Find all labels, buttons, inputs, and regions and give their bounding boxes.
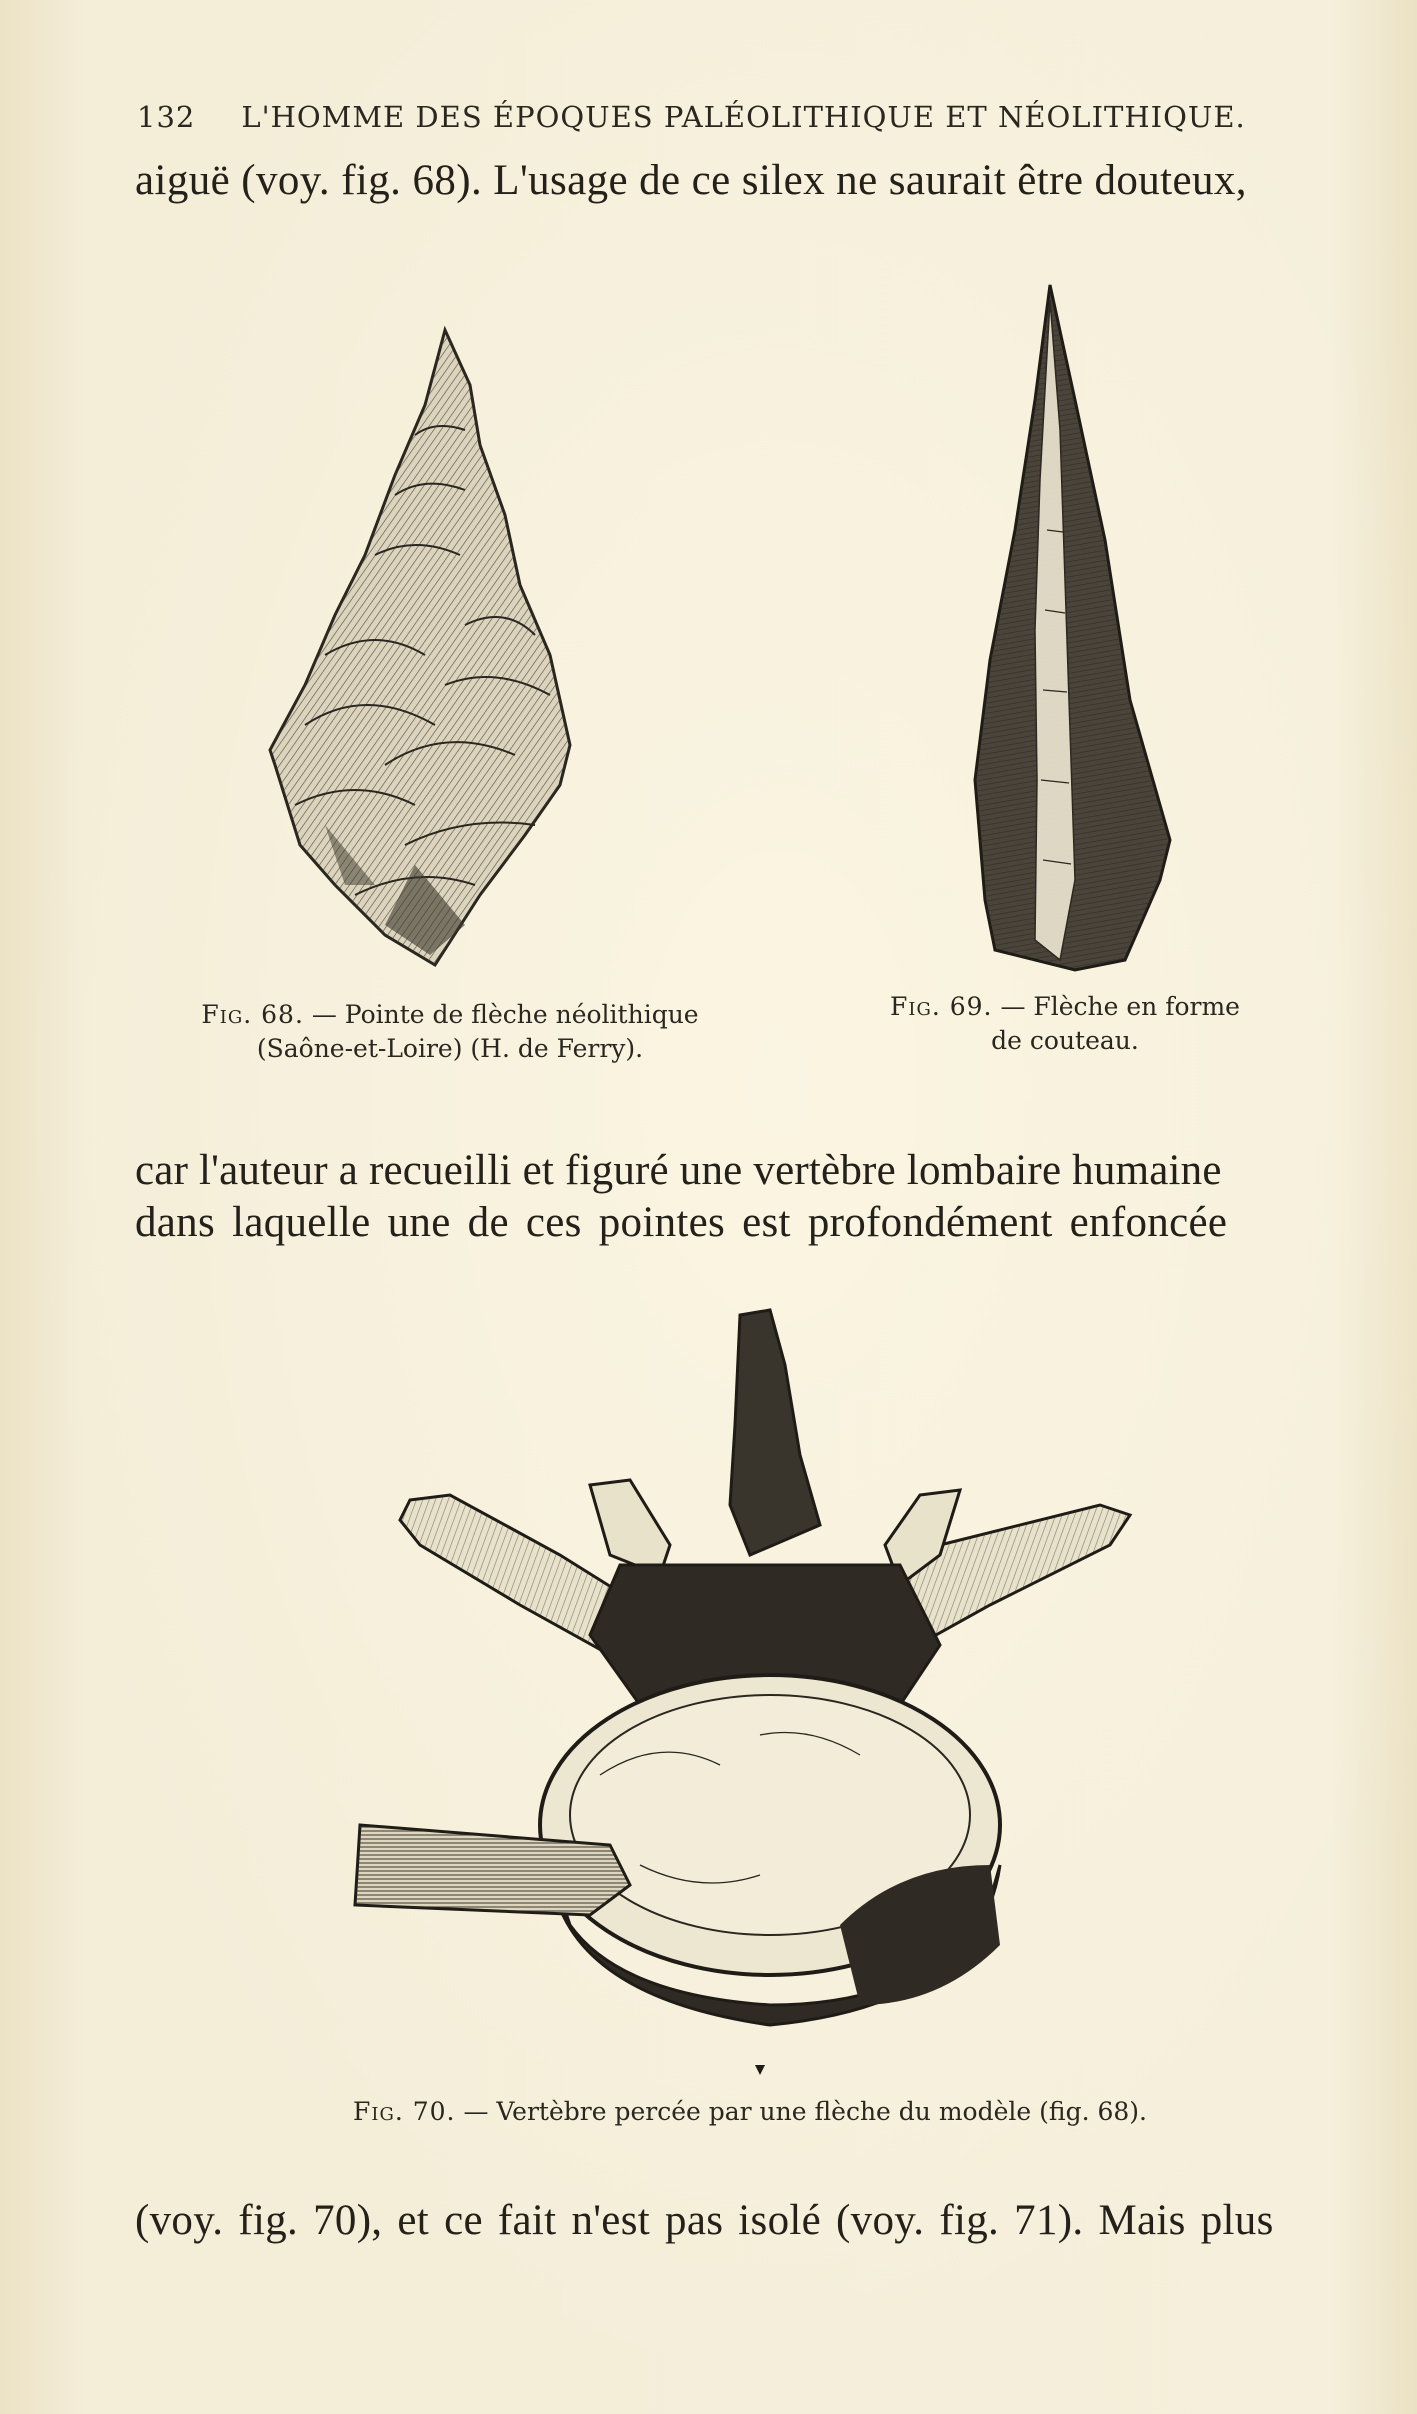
caption-line: [850, 990, 1280, 1024]
figure-label: Fig. 69.: [890, 992, 993, 1021]
body-text-line: aiguë (voy. fig. 68). L'usage de ce silex ne saurait être douteux,: [135, 157, 1247, 204]
running-header: [137, 100, 1287, 134]
figure-68-arrowhead-illustration: [265, 325, 575, 975]
figure-68-caption: [150, 998, 750, 1066]
figure-69-knife-arrow-illustration: [965, 280, 1175, 980]
figure-label: Fig. 68.: [201, 1000, 304, 1029]
caption-line: de couteau.: [991, 1026, 1139, 1055]
figure-70-vertebra-illustration: [340, 1305, 1140, 2085]
figure-69-caption: [850, 990, 1280, 1058]
body-text-line: (voy. fig. 70), et ce fait n'est pas isolé (voy. fig. 71). Mais plus: [135, 2197, 1274, 2244]
caption-line: [150, 998, 750, 1032]
caption-text: — Vertèbre percée par une flèche du modèle (fig. 68).: [463, 2097, 1147, 2126]
caption-line: (Saône-et-Loire) (H. de Ferry).: [256, 1034, 644, 1063]
figure-70-caption: [290, 2095, 1210, 2129]
running-title: L'HOMME DES ÉPOQUES PALÉOLITHIQUE ET NÉOLITHIQUE.: [241, 100, 1246, 134]
figure-label: Fig. 70.: [353, 2097, 456, 2126]
page-number: 132: [137, 100, 196, 134]
body-text-line: dans laquelle une de ces pointes est profondément enfoncée: [135, 1199, 1228, 1246]
body-text-line: car l'auteur a recueilli et figuré une vertèbre lombaire humaine: [135, 1147, 1222, 1194]
caption-text: — Flèche en forme: [1000, 992, 1240, 1021]
caption-text: — Pointe de flèche néolithique: [311, 1000, 699, 1029]
